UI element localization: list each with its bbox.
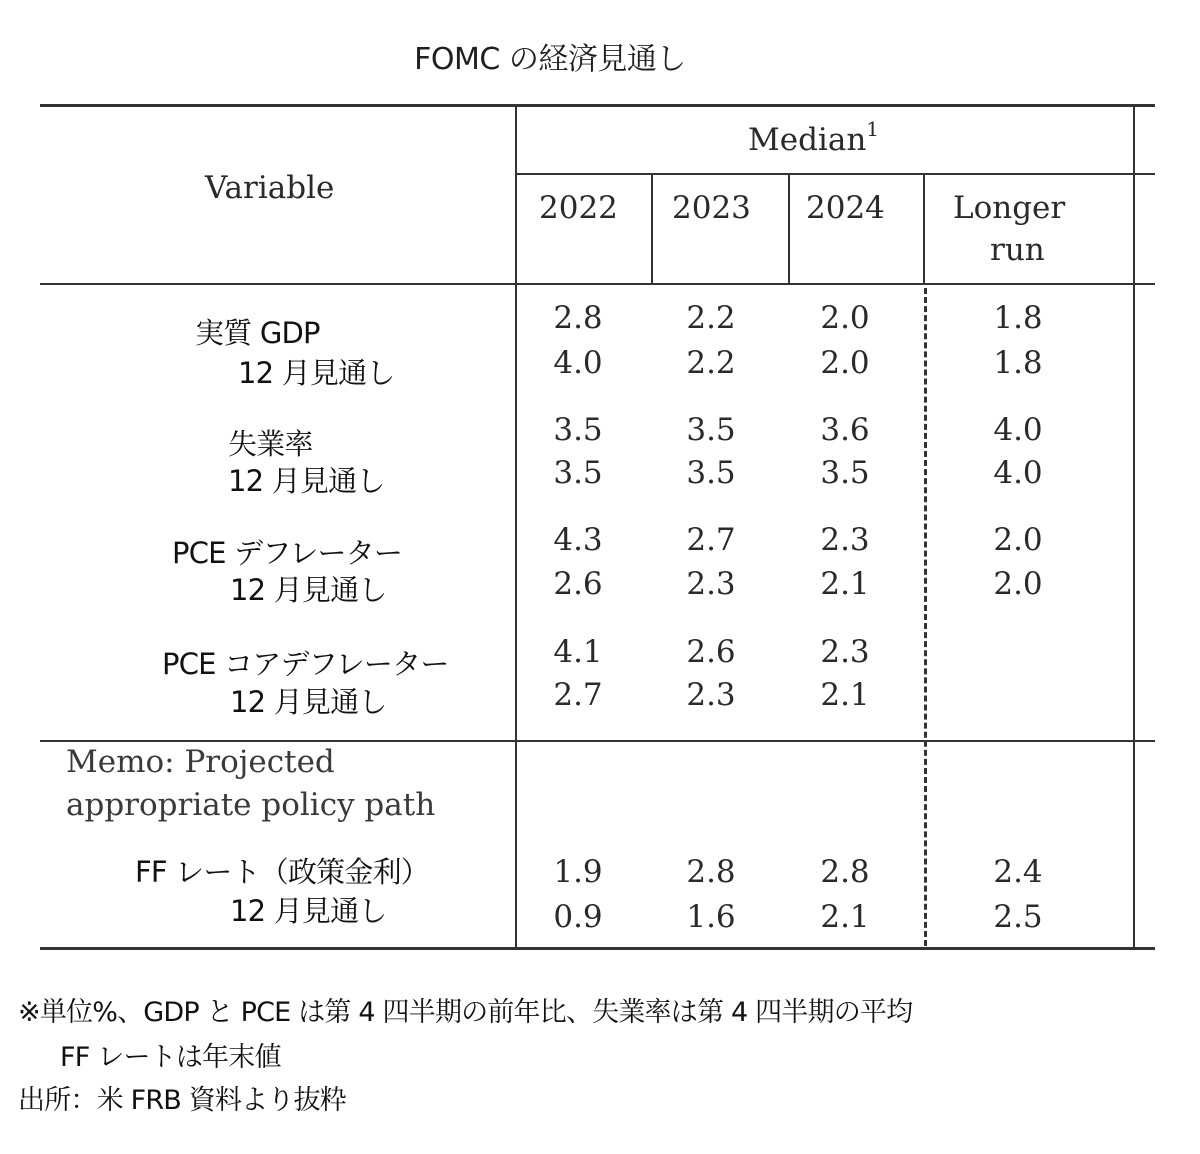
row-label-pce: PCE デフレーター: [172, 536, 403, 570]
footnote-ff-rate: FF レートは年末値: [60, 1042, 281, 1073]
memo-heading-line2: appropriate policy path: [66, 787, 436, 823]
header-year-2024: 2024: [806, 190, 885, 226]
longer-run-dashed-divider: [924, 288, 927, 946]
year-divider-1: [651, 174, 653, 284]
value-core-pce-2023: 2.6: [686, 634, 736, 670]
table-bottom-rule: [40, 947, 1155, 950]
header-bottom-rule: [40, 283, 1155, 285]
value-ff-rate-longer-run: 2.4: [993, 854, 1043, 890]
value-gdp-2022: 2.8: [553, 300, 603, 336]
prev-unemployment-2024: 3.5: [820, 455, 870, 491]
year-divider-3: [923, 174, 925, 284]
memo-heading: Memo: Projected: [66, 744, 335, 780]
header-variable: Variable: [205, 170, 335, 206]
row-sublabel-core-pce: 12 月見通し: [230, 685, 387, 719]
header-year-2022: 2022: [539, 190, 618, 226]
header-median-label: Median: [748, 122, 867, 158]
median-underline: [517, 173, 1155, 175]
row-sublabel-ff-rate: 12 月見通し: [230, 894, 387, 928]
value-core-pce-2024: 2.3: [820, 634, 870, 670]
value-ff-rate-2024: 2.8: [820, 854, 870, 890]
value-ff-rate-2022: 1.9: [553, 854, 603, 890]
prev-ff-rate-longer-run: 2.5: [993, 899, 1043, 935]
value-pce-longer-run: 2.0: [993, 522, 1043, 558]
value-gdp-longer-run: 1.8: [993, 300, 1043, 336]
value-ff-rate-2023: 2.8: [686, 854, 736, 890]
prev-pce-2024: 2.1: [820, 566, 870, 602]
variable-column-divider: [515, 104, 517, 950]
memo-top-rule: [40, 740, 1155, 742]
prev-pce-2022: 2.6: [553, 566, 603, 602]
prev-pce-longer-run: 2.0: [993, 566, 1043, 602]
value-unemployment-2024: 3.6: [820, 412, 870, 448]
prev-ff-rate-2022: 0.9: [553, 899, 603, 935]
footnote-units: ※単位%、GDP と PCE は第 4 四半期の前年比、失業率は第 4 四半期の平均: [18, 997, 913, 1028]
prev-ff-rate-2023: 1.6: [686, 899, 736, 935]
prev-gdp-longer-run: 1.8: [993, 345, 1043, 381]
value-pce-2024: 2.3: [820, 522, 870, 558]
prev-unemployment-longer-run: 4.0: [993, 455, 1043, 491]
prev-ff-rate-2024: 2.1: [820, 899, 870, 935]
page-title: FOMC の経済見通し: [414, 42, 686, 77]
source-note: 出所：米 FRB 資料より抜粋: [18, 1085, 346, 1116]
value-gdp-2023: 2.2: [686, 300, 736, 336]
row-label-core-pce: PCE コアデフレーター: [162, 647, 449, 681]
prev-core-pce-2024: 2.1: [820, 677, 870, 713]
prev-gdp-2024: 2.0: [820, 345, 870, 381]
prev-unemployment-2022: 3.5: [553, 455, 603, 491]
value-gdp-2024: 2.0: [820, 300, 870, 336]
prev-core-pce-2022: 2.7: [553, 677, 603, 713]
row-sublabel-gdp: 12 月見通し: [238, 356, 395, 390]
value-unemployment-longer-run: 4.0: [993, 412, 1043, 448]
value-pce-2023: 2.7: [686, 522, 736, 558]
value-core-pce-2022: 4.1: [553, 634, 603, 670]
row-label-ff-rate: FF レート（政策金利）: [135, 855, 429, 889]
row-label-unemployment: 失業率: [228, 427, 313, 461]
prev-gdp-2023: 2.2: [686, 345, 736, 381]
prev-unemployment-2023: 3.5: [686, 455, 736, 491]
prev-gdp-2022: 4.0: [553, 345, 603, 381]
value-pce-2022: 4.3: [553, 522, 603, 558]
value-unemployment-2023: 3.5: [686, 412, 736, 448]
prev-core-pce-2023: 2.3: [686, 677, 736, 713]
header-median-footnote: 1: [866, 117, 880, 141]
value-unemployment-2022: 3.5: [553, 412, 603, 448]
row-sublabel-pce: 12 月見通し: [230, 573, 387, 607]
header-year-2023: 2023: [672, 190, 751, 226]
year-divider-2: [788, 174, 790, 284]
header-longer-run-line2: run: [990, 232, 1045, 268]
header-median: [748, 117, 880, 158]
table-right-border: [1133, 104, 1135, 950]
row-sublabel-unemployment: 12 月見通し: [228, 464, 385, 498]
prev-pce-2023: 2.3: [686, 566, 736, 602]
header-longer-run: Longer: [953, 190, 1066, 226]
table-top-rule: [40, 104, 1155, 107]
row-label-gdp: 実質 GDP: [195, 316, 320, 350]
